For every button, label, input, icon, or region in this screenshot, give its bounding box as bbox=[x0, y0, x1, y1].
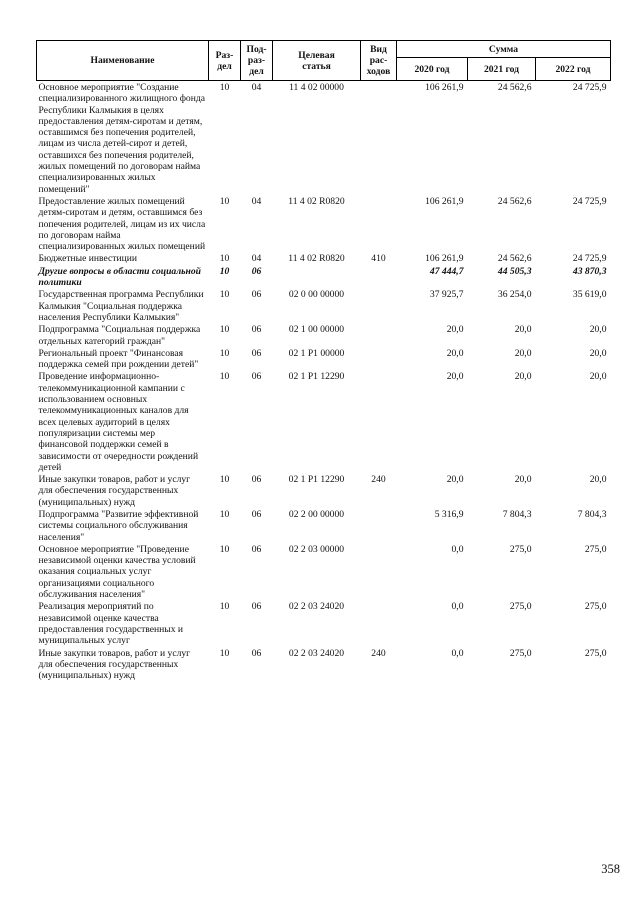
row-sum-2020: 0,0 bbox=[451, 647, 464, 659]
row-sum-2021: 275,0 bbox=[509, 647, 532, 659]
row-podrazdel: 06 bbox=[251, 289, 262, 301]
row-celevaya-statya: 11 4 02 R0820 bbox=[288, 253, 345, 265]
row-sum-2021: 36 254,0 bbox=[497, 289, 532, 301]
row-vid-rashodov bbox=[361, 508, 397, 543]
row-vid-rashodov bbox=[361, 195, 397, 252]
page-number: 358 bbox=[601, 862, 620, 876]
row-celevaya-statya: 02 2 03 24020 bbox=[288, 647, 345, 659]
row-sum-2022: 24 725,9 bbox=[572, 195, 607, 207]
header-celevaya-statya: Целевая статья bbox=[273, 41, 361, 81]
row-sum-2022: 35 619,0 bbox=[572, 289, 607, 301]
row-sum-2022: 275,0 bbox=[584, 543, 607, 555]
row-sum-2022: 20,0 bbox=[589, 371, 607, 383]
header-year-2020: 2020 год bbox=[397, 58, 468, 81]
table-row bbox=[37, 323, 611, 347]
row-sum-2021: 275,0 bbox=[509, 601, 532, 613]
table-header bbox=[37, 41, 611, 81]
row-celevaya-statya: 02 0 00 00000 bbox=[288, 289, 345, 301]
row-celevaya-statya: 02 1 00 00000 bbox=[288, 324, 345, 336]
row-name: Основное мероприятие "Создание специализированного жилищного фонда Республики Калмыкия в целях предоставления детям-сиротам и детям, оставшимся без попечения родителей, лицам из числа детей-сирот и детей, оставшихся без попечения родителей, жилых помещений по договорам найма специализированных жилых помещений" bbox=[38, 82, 205, 195]
row-sum-2021: 44 505,3 bbox=[497, 265, 532, 277]
table-row bbox=[37, 265, 611, 289]
row-name: Иные закупки товаров, работ и услуг для обеспечения государственных (муниципальных) нужд bbox=[38, 474, 191, 508]
row-name: Реализация мероприятий по независимой оценке качества предоставления государственных и муниципальных услуг bbox=[38, 601, 184, 647]
row-name: Проведение информационно-телекоммуникационной кампании с использованием основных телекоммуникационных каналов для всех целевых аудиторий в целях популяризации системы мер финансовой поддержки семей в зависимости от очередности рождений детей bbox=[38, 371, 199, 473]
row-sum-2021: 24 562,6 bbox=[497, 82, 532, 93]
table-row bbox=[37, 370, 611, 473]
row-sum-2020: 5 316,9 bbox=[434, 508, 464, 520]
row-podrazdel: 06 bbox=[251, 543, 262, 555]
row-sum-2022: 20,0 bbox=[589, 324, 607, 336]
row-sum-2020: 20,0 bbox=[446, 371, 464, 383]
document-page bbox=[36, 40, 610, 681]
budget-table bbox=[36, 40, 611, 681]
row-sum-2021: 24 562,6 bbox=[497, 195, 532, 207]
row-sum-2020: 20,0 bbox=[446, 474, 464, 486]
row-celevaya-statya: 02 2 00 00000 bbox=[288, 508, 345, 520]
row-vid-rashodov bbox=[361, 370, 397, 473]
row-razdel: 10 bbox=[219, 508, 230, 520]
row-razdel: 10 bbox=[219, 253, 230, 265]
row-sum-2022: 275,0 bbox=[584, 601, 607, 613]
header-year-2022: 2022 год bbox=[536, 58, 611, 81]
row-celevaya-statya: 11 4 02 00000 bbox=[289, 82, 344, 93]
row-celevaya-statya: 02 1 P1 12290 bbox=[288, 474, 345, 486]
row-vid-rashodov bbox=[361, 81, 397, 195]
row-razdel: 10 bbox=[219, 647, 230, 659]
row-vid-rashodov bbox=[361, 347, 397, 371]
table-row bbox=[37, 81, 611, 195]
row-podrazdel: 06 bbox=[251, 265, 262, 277]
header-year-2021: 2021 год bbox=[468, 58, 536, 81]
table-row bbox=[37, 252, 611, 264]
row-name: Подпрограмма "Социальная поддержка отдельных категорий граждан" bbox=[38, 324, 201, 347]
table-row bbox=[37, 543, 611, 600]
row-name: Основное мероприятие "Проведение независимой оценки качества условий оказания социальных услуг организациями социального обслуживания населения" bbox=[38, 543, 196, 601]
row-celevaya-statya: 02 1 P1 12290 bbox=[288, 371, 345, 383]
table-row bbox=[37, 508, 611, 543]
row-podrazdel: 06 bbox=[251, 601, 262, 613]
row-sum-2022: 275,0 bbox=[584, 647, 607, 659]
row-sum-2020: 106 261,9 bbox=[425, 82, 464, 93]
row-sum-2020: 37 925,7 bbox=[429, 289, 464, 301]
header-summa: Сумма bbox=[397, 41, 611, 58]
header-name: Наименование bbox=[37, 41, 209, 81]
row-razdel: 10 bbox=[219, 601, 230, 613]
row-sum-2022: 43 870,3 bbox=[572, 265, 607, 277]
row-vid-rashodov bbox=[361, 543, 397, 600]
row-podrazdel: 04 bbox=[251, 82, 262, 93]
row-sum-2021: 20,0 bbox=[514, 474, 532, 486]
row-vid-rashodov: 410 bbox=[371, 253, 386, 265]
row-sum-2020: 106 261,9 bbox=[425, 195, 464, 207]
header-razdel: Раз- дел bbox=[209, 41, 241, 81]
row-sum-2020: 0,0 bbox=[451, 601, 464, 613]
row-name: Подпрограмма "Развитие эффективной системы социального обслуживания населения" bbox=[38, 508, 199, 543]
table-row bbox=[37, 195, 611, 252]
header-vid-rashodov: Вид рас- ходов bbox=[361, 41, 397, 81]
row-sum-2021: 20,0 bbox=[514, 371, 532, 383]
row-razdel: 10 bbox=[219, 543, 230, 555]
row-vid-rashodov: 240 bbox=[371, 474, 386, 486]
row-sum-2021: 24 562,6 bbox=[497, 253, 532, 265]
row-sum-2022: 7 804,3 bbox=[577, 508, 607, 520]
row-vid-rashodov bbox=[361, 288, 397, 323]
row-podrazdel: 04 bbox=[251, 253, 262, 265]
row-sum-2022: 24 725,9 bbox=[572, 82, 607, 93]
row-sum-2021: 20,0 bbox=[514, 347, 532, 359]
row-sum-2022: 20,0 bbox=[589, 347, 607, 359]
row-name: Иные закупки товаров, работ и услуг для обеспечения государственных (муниципальных) нужд bbox=[38, 647, 191, 682]
row-razdel: 10 bbox=[219, 347, 230, 359]
row-celevaya-statya bbox=[273, 265, 361, 289]
row-sum-2020: 0,0 bbox=[451, 543, 464, 555]
row-sum-2020: 20,0 bbox=[446, 347, 464, 359]
row-sum-2020: 20,0 bbox=[446, 324, 464, 336]
row-sum-2022: 20,0 bbox=[589, 474, 607, 486]
row-sum-2021: 275,0 bbox=[509, 543, 532, 555]
row-razdel: 10 bbox=[219, 289, 230, 301]
row-vid-rashodov bbox=[361, 323, 397, 347]
table-row bbox=[37, 347, 611, 371]
row-name: Другие вопросы в области социальной политики bbox=[38, 265, 201, 289]
row-vid-rashodov: 240 bbox=[371, 647, 386, 659]
row-name: Региональный проект "Финансовая поддержка семей при рождении детей" bbox=[38, 347, 199, 371]
row-podrazdel: 06 bbox=[251, 508, 262, 520]
table-row bbox=[37, 473, 611, 508]
row-podrazdel: 06 bbox=[251, 474, 262, 486]
table-row bbox=[37, 647, 611, 682]
row-celevaya-statya: 02 1 P1 00000 bbox=[288, 347, 345, 359]
row-name: Предоставление жилых помещений детям-сиротам и детям, оставшимся без попечения родителей, лицам из их числа по договорам найма специализированных жилых помещений bbox=[38, 195, 206, 253]
row-podrazdel: 06 bbox=[251, 371, 262, 383]
row-sum-2021: 7 804,3 bbox=[502, 508, 532, 520]
row-razdel: 10 bbox=[219, 474, 230, 486]
row-razdel: 10 bbox=[219, 195, 230, 207]
table-row bbox=[37, 600, 611, 646]
table-body bbox=[37, 81, 611, 682]
row-celevaya-statya: 02 2 03 00000 bbox=[288, 543, 345, 555]
row-sum-2021: 20,0 bbox=[514, 324, 532, 336]
row-podrazdel: 06 bbox=[251, 647, 262, 659]
row-sum-2022: 24 725,9 bbox=[572, 253, 607, 265]
row-name: Государственная программа Республики Калмыкия "Социальная поддержка населения Республики Калмыкия" bbox=[38, 289, 204, 323]
table-row bbox=[37, 288, 611, 323]
row-vid-rashodov bbox=[361, 600, 397, 646]
row-celevaya-statya: 02 2 03 24020 bbox=[288, 601, 345, 613]
row-razdel: 10 bbox=[219, 82, 230, 93]
row-podrazdel: 06 bbox=[251, 347, 262, 359]
row-name: Бюджетные инвестиции bbox=[38, 253, 137, 265]
row-vid-rashodov bbox=[361, 265, 397, 289]
row-sum-2020: 106 261,9 bbox=[425, 253, 464, 265]
header-podrazdel: Под- раз- дел bbox=[241, 41, 273, 81]
row-podrazdel: 04 bbox=[251, 195, 262, 207]
row-sum-2020: 47 444,7 bbox=[429, 265, 464, 277]
row-celevaya-statya: 11 4 02 R0820 bbox=[288, 195, 345, 207]
row-podrazdel: 06 bbox=[251, 324, 262, 336]
row-razdel: 10 bbox=[219, 265, 230, 277]
row-razdel: 10 bbox=[219, 371, 230, 383]
row-razdel: 10 bbox=[219, 324, 230, 336]
